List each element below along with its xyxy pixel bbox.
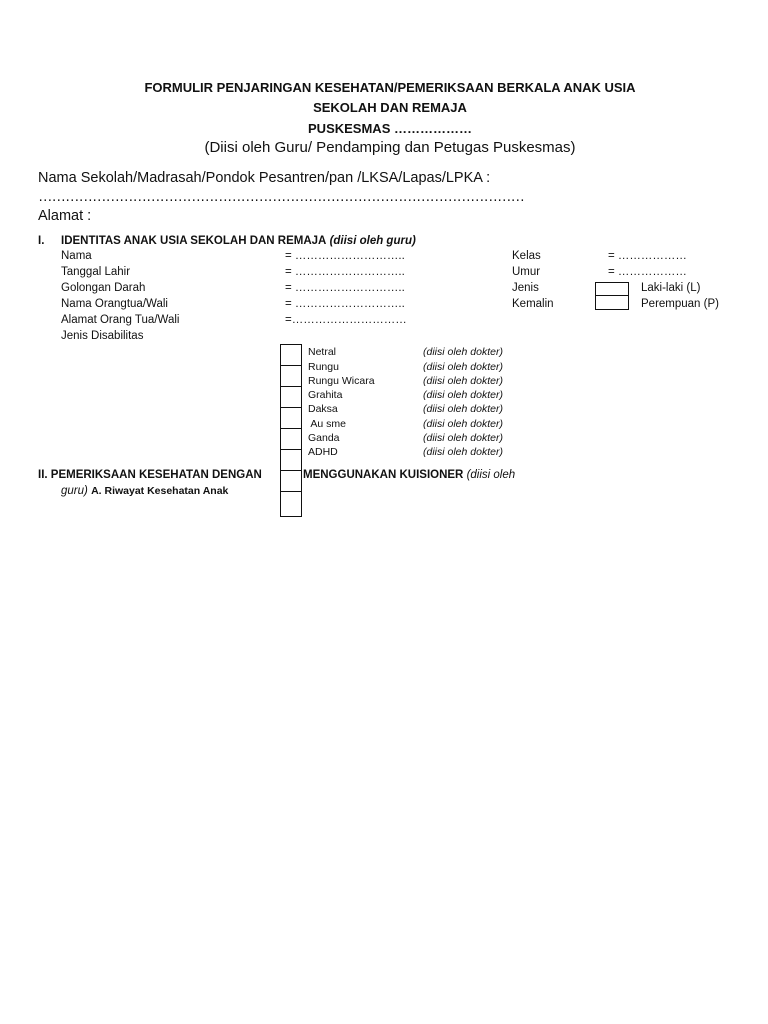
- disability-checkbox-grahita[interactable]: [280, 407, 302, 430]
- disability-option-label: Netral: [308, 346, 337, 358]
- disability-option-note: (diisi oleh dokter): [423, 375, 503, 387]
- field-label-kelas: Kelas: [512, 250, 541, 262]
- section1-heading-note: (diisi oleh guru): [329, 235, 416, 247]
- disability-option-label: Daksa: [308, 403, 338, 415]
- school-name-label: Nama Sekolah/Madrasah/Pondok Pesantren/pan /LKSA/Lapas/LPKA :: [38, 170, 491, 186]
- section1-number: I.: [38, 235, 45, 247]
- disability-option-note: (diisi oleh dokter): [423, 389, 503, 401]
- section2-heading-right-row: [303, 469, 515, 481]
- section2-subheading: A. Riwayat Kesehatan Anak: [91, 485, 229, 497]
- section2-note-end: guru): [61, 485, 88, 497]
- disability-option-label: Grahita: [308, 389, 343, 401]
- section2-subheading-row: [61, 485, 228, 497]
- disability-option-label: Ganda: [308, 432, 340, 444]
- disability-checkbox-daksa[interactable]: [280, 428, 302, 451]
- disability-checkbox-adhd[interactable]: [280, 491, 302, 517]
- field-label-nama: Nama: [61, 250, 92, 262]
- field-label-kemalin: Kemalin: [512, 298, 554, 310]
- field-value-nama-orangtua[interactable]: = ………………………..: [285, 298, 405, 310]
- form-title-line2: SEKOLAH DAN REMAJA: [313, 100, 467, 115]
- gender-female-checkbox[interactable]: [595, 295, 629, 310]
- disability-option-label: Au sme: [308, 418, 346, 430]
- field-label-alamat-orangtua: Alamat Orang Tua/Wali: [61, 314, 180, 326]
- section2-heading-right: MENGGUNAKAN KUISIONER: [303, 469, 464, 481]
- disability-checkbox-rungu[interactable]: [280, 365, 302, 388]
- field-value-alamat-orangtua[interactable]: =…………………………: [285, 314, 407, 326]
- disability-checkbox-netral[interactable]: [280, 344, 302, 367]
- field-label-tanggal-lahir: Tanggal Lahir: [61, 266, 131, 278]
- field-label-jenis: Jenis: [512, 282, 539, 294]
- disability-option-label: ADHD: [308, 446, 338, 458]
- section2-heading-left: II. PEMERIKSAAN KESEHATAN DENGAN: [38, 469, 262, 481]
- form-title-line1: FORMULIR PENJARINGAN KESEHATAN/PEMERIKSAAN BERKALA ANAK USIA: [144, 80, 636, 95]
- school-name-dots[interactable]: ………………………………………………………………………………………………: [38, 189, 524, 205]
- disability-label: Jenis Disabilitas: [61, 330, 144, 342]
- field-value-golongan-darah[interactable]: = ………………………..: [285, 282, 405, 294]
- field-label-umur: Umur: [512, 266, 541, 278]
- disability-option-label: Rungu: [308, 361, 339, 373]
- disability-option-label: Rungu Wicara: [308, 375, 375, 387]
- gender-option-male: Laki-laki (L): [641, 282, 701, 294]
- form-title-line3: PUSKESMAS ………………: [308, 121, 472, 136]
- field-value-umur[interactable]: = ………………: [608, 266, 687, 278]
- disability-option-note: (diisi oleh dokter): [423, 403, 503, 415]
- section1-heading: IDENTITAS ANAK USIA SEKOLAH DAN REMAJA: [61, 235, 327, 247]
- disability-option-note: (diisi oleh dokter): [423, 346, 503, 358]
- disability-checkbox-autisme[interactable]: [280, 449, 302, 472]
- disability-option-note: (diisi oleh dokter): [423, 361, 503, 373]
- section1-heading-row: [61, 235, 416, 247]
- field-value-kelas[interactable]: = ………………: [608, 250, 687, 262]
- address-label: Alamat :: [38, 208, 92, 224]
- disability-checkbox-ganda[interactable]: [280, 470, 302, 493]
- section2-note-start: (diisi oleh: [466, 469, 516, 481]
- disability-checkbox-rungu-wicara[interactable]: [280, 386, 302, 409]
- field-label-golongan-darah: Golongan Darah: [61, 282, 146, 294]
- gender-option-female: Perempuan (P): [641, 298, 719, 310]
- field-value-tanggal-lahir[interactable]: = ………………………..: [285, 266, 405, 278]
- field-value-nama[interactable]: = ………………………..: [285, 250, 405, 262]
- disability-option-note: (diisi oleh dokter): [423, 432, 503, 444]
- disability-option-note: (diisi oleh dokter): [423, 446, 503, 458]
- form-subtitle: (Diisi oleh Guru/ Pendamping dan Petugas Puskesmas): [204, 139, 576, 156]
- disability-option-note: (diisi oleh dokter): [423, 418, 503, 430]
- field-label-nama-orangtua: Nama Orangtua/Wali: [61, 298, 168, 310]
